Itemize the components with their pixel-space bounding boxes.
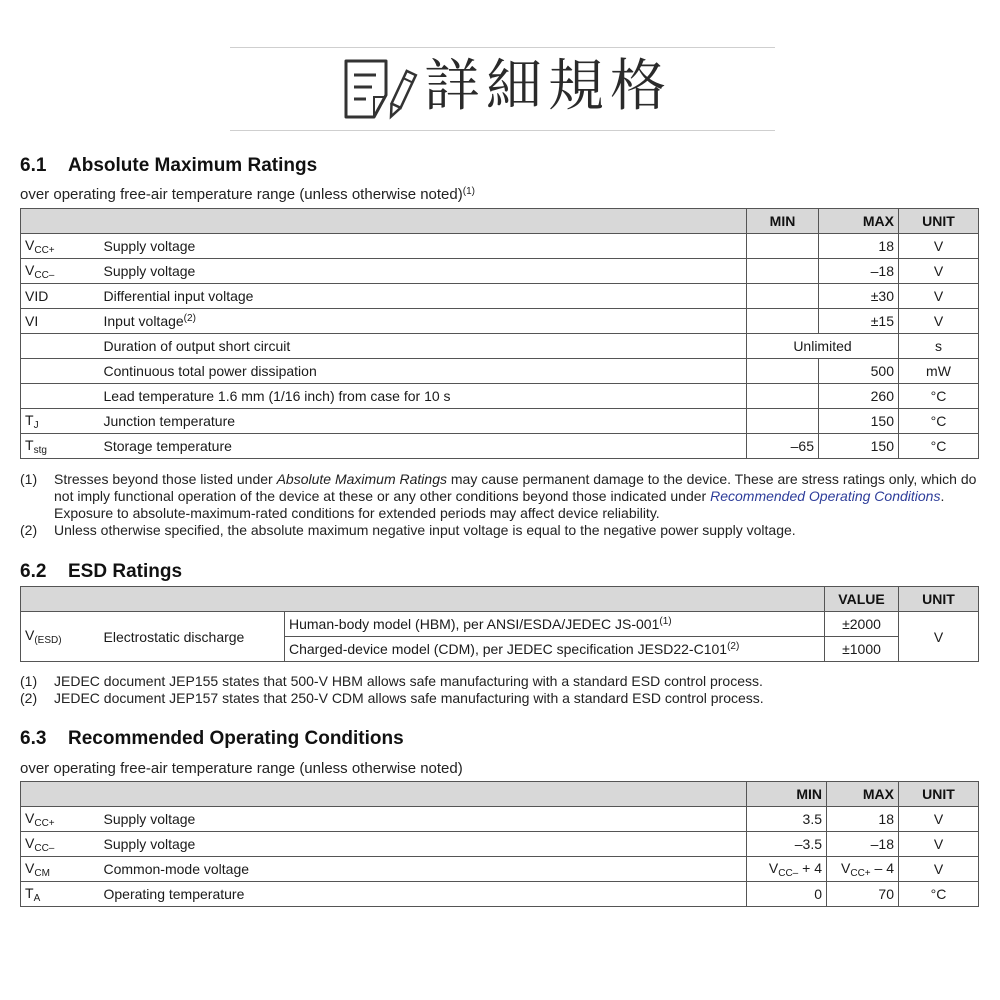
symbol-cell bbox=[21, 359, 100, 384]
description-cell: Common-mode voltage bbox=[100, 857, 747, 882]
table-row bbox=[21, 612, 979, 637]
note-text-part: . Exposure to absolute-maximum-rated conditions for extended periods may affect device reliability. bbox=[54, 488, 945, 521]
spec-banner bbox=[0, 40, 1000, 140]
footnote-mark: (2) bbox=[20, 522, 38, 538]
document-pen-icon bbox=[342, 57, 424, 125]
banner-title: 詳細規格 bbox=[424, 54, 672, 119]
header-blank bbox=[21, 782, 747, 807]
max-cell: ±30 bbox=[819, 284, 899, 309]
symbol-cell bbox=[21, 234, 100, 259]
model-cell bbox=[285, 637, 825, 662]
unit-cell: mW bbox=[899, 359, 979, 384]
table-row bbox=[21, 309, 979, 334]
symbol: T bbox=[25, 884, 34, 901]
footnote-text: JEDEC document JEP155 states that 500-V HBM allows safe manufacturing with a standard ESD control process. bbox=[54, 673, 763, 689]
unit-cell: °C bbox=[899, 434, 979, 459]
symbol-sub: CC+ bbox=[34, 817, 55, 829]
model-cell bbox=[285, 612, 825, 637]
min-cell bbox=[747, 284, 819, 309]
table-row bbox=[21, 334, 979, 359]
max-offset: – 4 bbox=[870, 859, 894, 876]
max-cell: ±15 bbox=[819, 309, 899, 334]
min-cell: –3.5 bbox=[747, 832, 827, 857]
symbol: V bbox=[25, 859, 35, 876]
symbol-cell bbox=[21, 284, 100, 309]
section-subtitle-6-3: over operating free-air temperature range (unless otherwise noted) bbox=[20, 760, 463, 777]
symbol: VI bbox=[25, 313, 39, 329]
max-cell: 260 bbox=[819, 384, 899, 409]
symbol-cell bbox=[21, 832, 100, 857]
symbol: V bbox=[25, 834, 35, 851]
symbol-sub: CC+ bbox=[34, 244, 55, 256]
min-cell: 3.5 bbox=[747, 807, 827, 832]
unit-cell: °C bbox=[899, 384, 979, 409]
symbol-cell bbox=[21, 384, 100, 409]
recommended-operating-conditions-link[interactable]: Recommended Operating Conditions bbox=[710, 488, 941, 504]
banner-divider-bottom bbox=[230, 130, 775, 131]
table-header-row bbox=[21, 209, 979, 234]
footnotes-6-2 bbox=[20, 673, 985, 707]
footnote-text: JEDEC document JEP157 states that 250-V CDM allows safe manufacturing with a standard ESD control process. bbox=[54, 690, 764, 706]
table-row bbox=[21, 434, 979, 459]
header-unit: UNIT bbox=[899, 209, 979, 234]
description-cell bbox=[100, 309, 747, 334]
description-text: Input voltage bbox=[103, 313, 184, 329]
footnote-mark: (1) bbox=[20, 471, 38, 487]
description-cell: Duration of output short circuit bbox=[100, 334, 747, 359]
section-heading-6-3 bbox=[20, 728, 404, 750]
unit-cell: °C bbox=[899, 409, 979, 434]
description-cell: Supply voltage bbox=[100, 259, 747, 284]
description-cell: Junction temperature bbox=[100, 409, 747, 434]
unit-cell: V bbox=[899, 612, 979, 662]
min-cell: –65 bbox=[747, 434, 819, 459]
description-cell: Differential input voltage bbox=[100, 284, 747, 309]
table-row bbox=[21, 409, 979, 434]
min-cell bbox=[747, 409, 819, 434]
symbol: VID bbox=[25, 288, 49, 304]
header-min: MIN bbox=[747, 782, 827, 807]
footnote bbox=[20, 690, 985, 707]
symbol: V bbox=[25, 809, 35, 826]
max-cell: –18 bbox=[819, 259, 899, 284]
esd-ratings-table bbox=[20, 586, 979, 662]
symbol: T bbox=[25, 411, 34, 428]
table-header-row bbox=[21, 587, 979, 612]
section-title: ESD Ratings bbox=[68, 561, 183, 582]
value-cell: ±1000 bbox=[825, 637, 899, 662]
min-cell bbox=[747, 234, 819, 259]
section-title: Recommended Operating Conditions bbox=[68, 728, 404, 749]
subtitle-text: over operating free-air temperature range (unless otherwise noted) bbox=[20, 186, 463, 203]
unit-cell: V bbox=[899, 807, 979, 832]
section-title: Absolute Maximum Ratings bbox=[68, 155, 318, 176]
footnote-ref: (1) bbox=[659, 616, 672, 627]
table-header-row bbox=[21, 782, 979, 807]
header-max: MAX bbox=[819, 209, 899, 234]
symbol-sub: A bbox=[33, 892, 41, 904]
symbol-sub: CC– bbox=[34, 842, 55, 854]
table-row bbox=[21, 384, 979, 409]
table-row bbox=[21, 882, 979, 907]
symbol: T bbox=[25, 436, 34, 453]
absolute-maximum-ratings-table bbox=[20, 208, 979, 459]
symbol-cell bbox=[21, 882, 100, 907]
symbol-sub: stg bbox=[33, 444, 47, 456]
section-subtitle-6-1 bbox=[20, 186, 475, 203]
unit-cell: V bbox=[899, 234, 979, 259]
footnote-mark: (1) bbox=[20, 673, 38, 689]
max-cell: 18 bbox=[819, 234, 899, 259]
max-cell bbox=[827, 857, 899, 882]
max-cell: –18 bbox=[827, 832, 899, 857]
table-row bbox=[21, 857, 979, 882]
table-row bbox=[21, 234, 979, 259]
symbol-cell bbox=[21, 309, 100, 334]
symbol-cell bbox=[21, 807, 100, 832]
banner-divider-top bbox=[230, 47, 775, 48]
unit-cell: V bbox=[899, 857, 979, 882]
unit-cell: V bbox=[899, 309, 979, 334]
header-min: MIN bbox=[747, 209, 819, 234]
symbol: V bbox=[25, 236, 35, 253]
footnote bbox=[20, 471, 985, 522]
table-row bbox=[21, 832, 979, 857]
max-symbol-sub: CC+ bbox=[850, 867, 871, 879]
footnote-ref: (1) bbox=[462, 186, 475, 197]
min-cell bbox=[747, 309, 819, 334]
table-row bbox=[21, 807, 979, 832]
description-cell: Lead temperature 1.6 mm (1/16 inch) from case for 10 s bbox=[100, 384, 747, 409]
max-cell: 70 bbox=[827, 882, 899, 907]
model-text: Human-body model (HBM), per ANSI/ESDA/JEDEC JS-001 bbox=[289, 616, 660, 632]
symbol-cell bbox=[21, 857, 100, 882]
min-symbol-sub: CC– bbox=[778, 867, 799, 879]
max-symbol: V bbox=[841, 859, 851, 876]
max-cell: 18 bbox=[827, 807, 899, 832]
description-cell: Supply voltage bbox=[100, 807, 747, 832]
description-cell: Supply voltage bbox=[100, 832, 747, 857]
description-cell: Supply voltage bbox=[100, 234, 747, 259]
description-cell: Electrostatic discharge bbox=[100, 612, 285, 662]
unit-cell: V bbox=[899, 284, 979, 309]
model-text: Charged-device model (CDM), per JEDEC specification JESD22-C101 bbox=[289, 641, 728, 657]
unit-cell: s bbox=[899, 334, 979, 359]
footnote-mark: (2) bbox=[20, 690, 38, 706]
max-cell: 150 bbox=[819, 434, 899, 459]
section-number: 6.3 bbox=[20, 728, 47, 749]
unit-cell: °C bbox=[899, 882, 979, 907]
symbol-cell bbox=[21, 409, 100, 434]
footnotes-6-1 bbox=[20, 471, 985, 539]
symbol-cell bbox=[21, 334, 100, 359]
symbol: V bbox=[25, 627, 35, 643]
min-cell bbox=[747, 857, 827, 882]
symbol-cell bbox=[21, 434, 100, 459]
symbol-sub: J bbox=[33, 419, 39, 431]
min-offset: + 4 bbox=[798, 859, 822, 876]
span-value-cell: Unlimited bbox=[747, 334, 899, 359]
description-cell: Continuous total power dissipation bbox=[100, 359, 747, 384]
symbol-sub: (ESD) bbox=[34, 635, 62, 646]
min-cell: 0 bbox=[747, 882, 827, 907]
header-blank bbox=[21, 209, 747, 234]
min-cell bbox=[747, 359, 819, 384]
symbol-cell bbox=[21, 612, 100, 662]
header-max: MAX bbox=[827, 782, 899, 807]
section-heading-6-1 bbox=[20, 155, 317, 177]
header-unit: UNIT bbox=[899, 782, 979, 807]
symbol-sub: CC– bbox=[34, 269, 55, 281]
footnote-ref: (2) bbox=[183, 313, 196, 324]
section-heading-6-2 bbox=[20, 561, 182, 583]
footnote-ref: (2) bbox=[727, 641, 740, 652]
value-cell: ±2000 bbox=[825, 612, 899, 637]
max-cell: 500 bbox=[819, 359, 899, 384]
table-row bbox=[21, 284, 979, 309]
header-unit: UNIT bbox=[899, 587, 979, 612]
footnote bbox=[20, 522, 985, 539]
section-number: 6.2 bbox=[20, 561, 47, 582]
unit-cell: V bbox=[899, 259, 979, 284]
unit-cell: V bbox=[899, 832, 979, 857]
min-symbol: V bbox=[768, 859, 779, 876]
description-cell: Storage temperature bbox=[100, 434, 747, 459]
description-cell: Operating temperature bbox=[100, 882, 747, 907]
min-cell bbox=[747, 384, 819, 409]
max-cell: 150 bbox=[819, 409, 899, 434]
header-value: VALUE bbox=[825, 587, 899, 612]
footnote-text bbox=[54, 471, 985, 522]
footnote bbox=[20, 673, 985, 690]
section-number: 6.1 bbox=[20, 155, 47, 176]
recommended-operating-conditions-table bbox=[20, 781, 979, 907]
symbol-sub: CM bbox=[34, 867, 50, 879]
symbol: V bbox=[25, 261, 35, 278]
note-text-part: may cause permanent damage to the device. These are stress ratings only, which do not imply functional operation of the device at these or any other conditions beyond those indicated under bbox=[54, 471, 977, 504]
min-cell bbox=[747, 259, 819, 284]
footnote-text: Unless otherwise specified, the absolute maximum negative input voltage is equal to the negative power supply voltage. bbox=[54, 522, 796, 538]
note-text-part: Stresses beyond those listed under bbox=[54, 471, 277, 487]
table-row bbox=[21, 259, 979, 284]
note-italic-ref: Absolute Maximum Ratings bbox=[276, 471, 447, 487]
table-row bbox=[21, 359, 979, 384]
header-blank bbox=[21, 587, 825, 612]
symbol-cell bbox=[21, 259, 100, 284]
